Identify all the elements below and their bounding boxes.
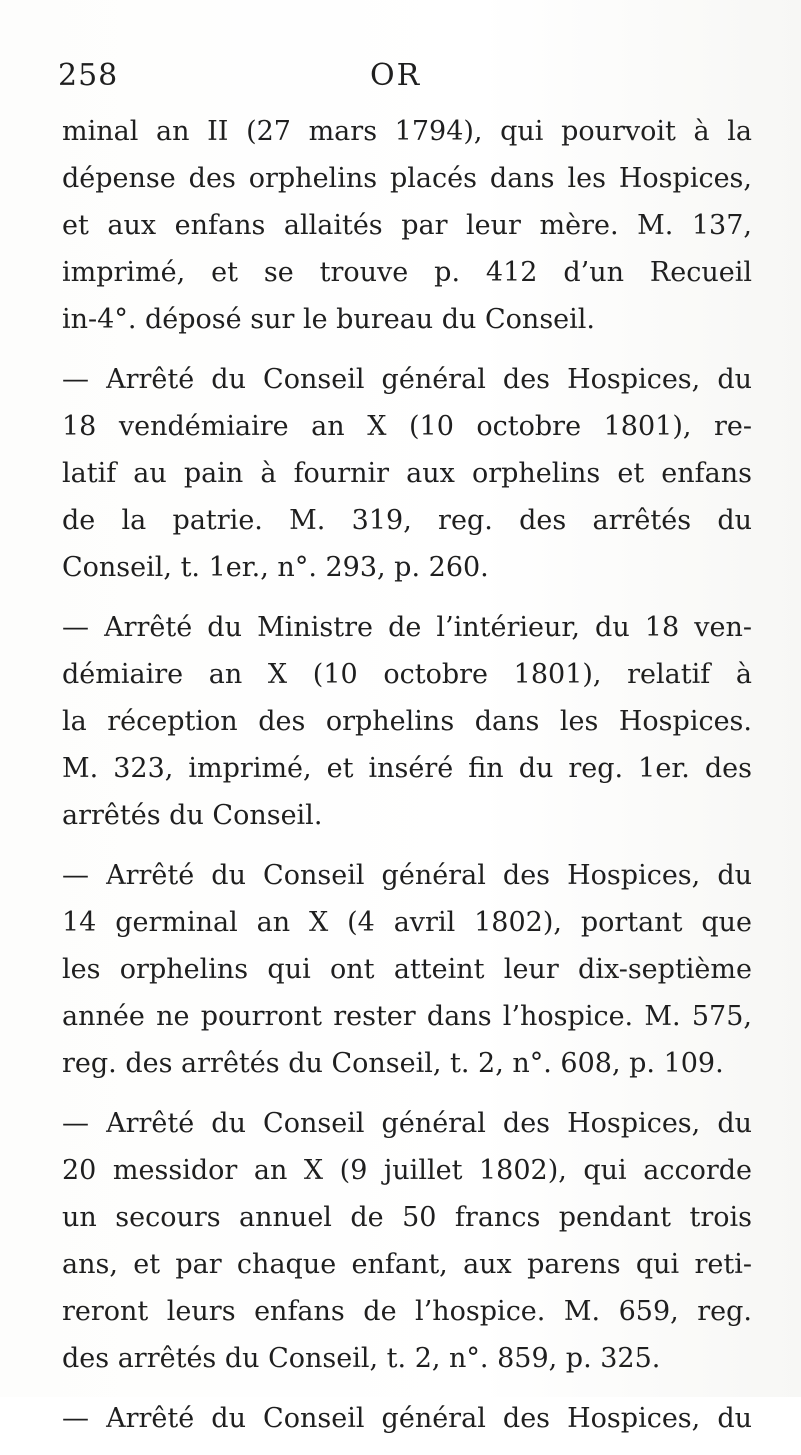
paragraph-5 — [62, 1100, 752, 1382]
text-line: ans, et par chaque enfant, aux parens qui reti- — [62, 1249, 752, 1280]
text-line: des arrêtés du Conseil, t. 2, n°. 859, p. 325. — [62, 1343, 661, 1374]
text-line: 20 messidor an X (9 juillet 1802), qui accorde — [62, 1155, 752, 1186]
text-line: minal an II (27 mars 1794), qui pourvoit à la — [62, 116, 752, 147]
body-text — [62, 108, 752, 1455]
text-line: reg. des arrêtés du Conseil, t. 2, n°. 608, p. 109. — [62, 1048, 724, 1079]
running-head — [52, 58, 752, 98]
text-line: démiaire an X (10 octobre 1801), relatif à — [62, 659, 752, 690]
paragraph-1 — [62, 108, 752, 343]
text-line: M. 323, imprimé, et inséré fin du reg. 1er. des — [62, 753, 752, 784]
text-line: reront leurs enfans de l’hospice. M. 659, reg. — [62, 1296, 752, 1327]
text-line: — Arrêté du Ministre de l’intérieur, du 18 ven- — [62, 612, 752, 643]
text-line: — Arrêté du Conseil général des Hospices, du — [62, 1108, 752, 1139]
running-title: OR — [370, 58, 422, 93]
text-line: — Arrêté du Conseil général des Hospices, du — [62, 364, 752, 395]
text-line: 14 germinal an X (4 avril 1802), portant que — [62, 907, 752, 938]
text-line: Conseil, t. 1er., n°. 293, p. 260. — [62, 552, 489, 583]
text-line: arrêtés du Conseil. — [62, 800, 323, 831]
paragraph-3 — [62, 604, 752, 839]
text-line: dépense des orphelins placés dans les Hospices, — [62, 163, 752, 194]
text-line: année ne pourront rester dans l’hospice. M. 575, — [62, 1001, 752, 1032]
paragraph-2 — [62, 356, 752, 591]
paragraph-4 — [62, 852, 752, 1087]
page-number: 258 — [58, 58, 119, 93]
text-line: un secours annuel de 50 francs pendant trois — [62, 1202, 752, 1233]
text-line: de la patrie. M. 319, reg. des arrêtés du — [62, 505, 752, 536]
text-line: la réception des orphelins dans les Hospices. — [62, 706, 752, 737]
text-line: latif au pain à fournir aux orphelins et enfans — [62, 458, 752, 489]
text-line: et aux enfans allaités par leur mère. M. 137, — [62, 210, 752, 241]
text-line: — Arrêté du Conseil général des Hospices, du — [62, 1403, 752, 1434]
text-line: in-4°. déposé sur le bureau du Conseil. — [62, 304, 596, 335]
text-line: les orphelins qui ont atteint leur dix-septième — [62, 954, 752, 985]
text-line: — Arrêté du Conseil général des Hospices, du — [62, 860, 752, 891]
paragraph-6 — [62, 1395, 752, 1442]
text-line: 18 vendémiaire an X (10 octobre 1801), re- — [62, 411, 752, 442]
text-line: imprimé, et se trouve p. 412 d’un Recueil — [62, 257, 752, 288]
